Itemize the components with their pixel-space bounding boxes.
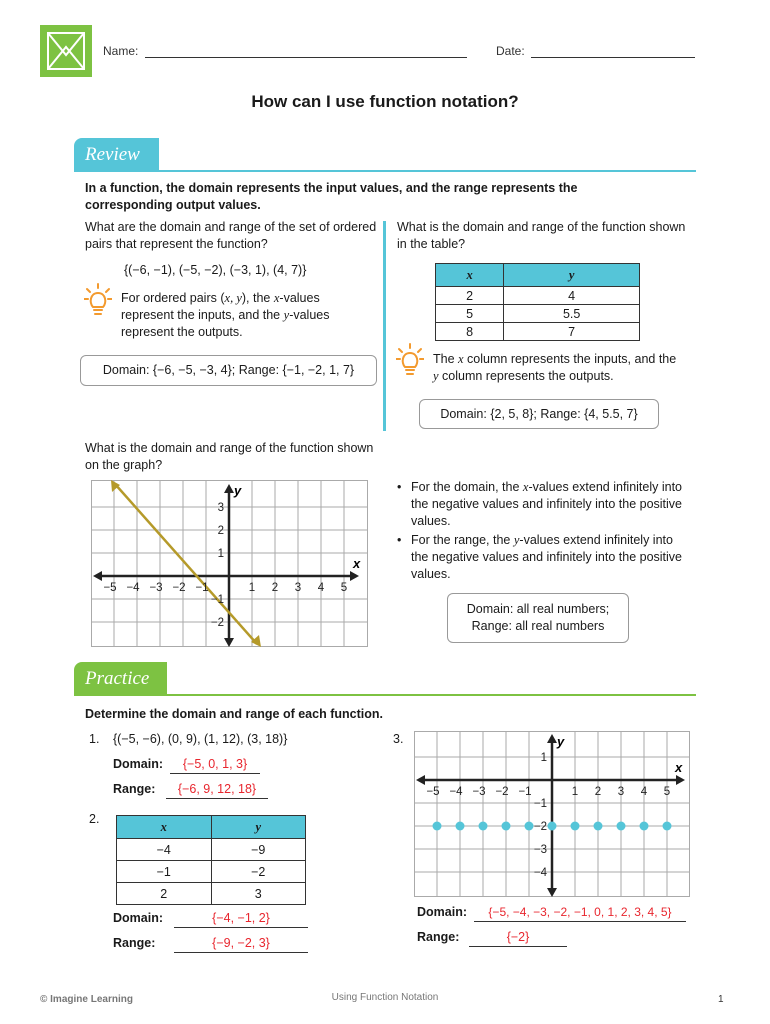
p2-range-answer[interactable]: {−9, −2, 3}	[174, 935, 308, 953]
y-axis-label: y	[234, 483, 242, 498]
table-cell: 2	[436, 287, 504, 305]
p2-header-y: y	[211, 816, 306, 839]
y-tick-label: 3	[217, 502, 224, 514]
x-tick-label: 3	[617, 786, 625, 798]
imagine-learning-logo	[40, 25, 92, 77]
x-tick-label: 4	[317, 582, 325, 594]
p1-range-label: Range:	[113, 782, 156, 796]
q3-bullets	[397, 479, 687, 583]
p3-range-label: Range:	[417, 930, 460, 944]
table-cell: 3	[211, 883, 306, 905]
table-row	[117, 883, 306, 905]
q1-question: What are the domain and range of the set of ordered pairs that represent the function?	[85, 220, 377, 251]
x-tick-label: −1	[518, 786, 532, 798]
q2-tip: The x column represents the inputs, and the y column represents the outputs.	[433, 352, 677, 383]
x-tick-label: −5	[103, 582, 117, 594]
x-tick-label: −5	[426, 786, 440, 798]
q3-answer-range: Range: all real numbers	[471, 619, 605, 633]
table-row	[117, 839, 306, 861]
practice-rule	[74, 694, 696, 696]
q3-answer-box	[447, 593, 629, 643]
q1-ordered-pairs: {(−6, −1), (−5, −2), (−3, 1), (4, 7)}	[124, 263, 307, 277]
table-cell: 2	[117, 883, 212, 905]
p1-domain-answer[interactable]: {−5, 0, 1, 3}	[170, 756, 260, 774]
x-tick-label: 1	[248, 582, 256, 594]
x-tick-label: 4	[640, 786, 648, 798]
p2-domain-answer[interactable]: {−4, −1, 2}	[174, 910, 308, 928]
y-tick-label: −2	[533, 821, 547, 833]
x-axis-label: x	[353, 556, 361, 571]
p3-domain-answer[interactable]: {−5, −4, −3, −2, −1, 0, 1, 2, 3, 4, 5}	[474, 904, 686, 922]
page-number: 1	[718, 994, 724, 1005]
p2-table	[116, 815, 306, 905]
graph-point	[663, 822, 672, 831]
table-cell: 5.5	[504, 305, 640, 323]
y-tick-label: 1	[540, 752, 547, 764]
q1-tip: For ordered pairs (x, y), the x-values represent the inputs, and the y-values represent the outputs.	[121, 291, 330, 339]
x-tick-label: 5	[340, 582, 348, 594]
y-tick-label: −1	[533, 798, 547, 810]
practice-instructions: Determine the domain and range of each function.	[85, 707, 383, 721]
p3-graph	[414, 731, 690, 897]
graph-point	[525, 822, 534, 831]
x-tick-label: −3	[472, 786, 486, 798]
q3-graph-line	[115, 484, 257, 644]
lightbulb-icon	[396, 343, 424, 384]
y-tick-label: −2	[210, 617, 224, 629]
q2-answer-box: Domain: {2, 5, 8}; Range: {4, 5.5, 7}	[419, 399, 659, 429]
y-tick-label: −1	[210, 594, 224, 606]
q3-question: What is the domain and range of the function shown on the graph?	[85, 441, 374, 472]
table-cell: −1	[117, 861, 212, 883]
q3-bullet-range: • For the range, the y-values extend infinitely into the negative values and infinitely into the positive values.	[397, 533, 683, 581]
x-tick-label: −3	[149, 582, 163, 594]
x-tick-label: −4	[126, 582, 140, 594]
p2-number: 2.	[89, 812, 100, 826]
graph-point	[571, 822, 580, 831]
table-row	[436, 287, 640, 305]
q3-answer-domain: Domain: all real numbers;	[466, 602, 610, 616]
practice-tab: Practice	[74, 662, 167, 696]
graph-point	[617, 822, 626, 831]
graph-point	[548, 822, 557, 831]
x-axis-label: x	[675, 760, 683, 775]
q2-question: What is the domain and range of the function shown in the table?	[397, 220, 686, 251]
x-tick-label: 2	[271, 582, 279, 594]
p3-number: 3.	[393, 732, 404, 746]
p1-range-answer[interactable]: {−6, 9, 12, 18}	[166, 781, 268, 799]
x-tick-label: 1	[571, 786, 579, 798]
table-cell: −9	[211, 839, 306, 861]
q3-graph	[91, 480, 368, 647]
page-title: How can I use function notation?	[251, 92, 519, 111]
graph-point	[640, 822, 649, 831]
table-row	[436, 305, 640, 323]
graph-point	[594, 822, 603, 831]
q2-header-x: x	[436, 264, 504, 287]
footer-title: Using Function Notation	[331, 992, 439, 1003]
graph-point	[479, 822, 488, 831]
p3-domain-label: Domain:	[417, 905, 467, 919]
p2-range-label: Range:	[113, 936, 156, 950]
y-axis-label: y	[557, 734, 565, 749]
y-tick-label: −3	[533, 844, 547, 856]
table-row	[436, 323, 640, 341]
q2-table	[435, 263, 640, 341]
table-cell: 4	[504, 287, 640, 305]
x-tick-label: −2	[495, 786, 509, 798]
p3-range-answer[interactable]: {−2}	[469, 929, 567, 947]
table-cell: 8	[436, 323, 504, 341]
graph-point	[433, 822, 442, 831]
graph-point	[456, 822, 465, 831]
footer-copyright: © Imagine Learning	[40, 994, 133, 1005]
q3-bullet-domain: • For the domain, the x-values extend infinitely into the negative values and infinitely into the positive values.	[397, 480, 683, 528]
x-tick-label: 2	[594, 786, 602, 798]
q1-answer-box: Domain: {−6, −5, −3, 4}; Range: {−1, −2, 1, 7}	[80, 355, 377, 386]
table-cell: −4	[117, 839, 212, 861]
x-tick-label: 5	[663, 786, 671, 798]
date-field[interactable]	[531, 57, 695, 58]
lightbulb-icon	[84, 283, 112, 324]
table-cell: 7	[504, 323, 640, 341]
review-divider	[383, 221, 386, 431]
y-tick-label: 1	[217, 548, 224, 560]
x-tick-label: −4	[449, 786, 463, 798]
x-tick-label: −2	[172, 582, 186, 594]
p2-header-x: x	[117, 816, 212, 839]
date-label: Date:	[496, 44, 525, 58]
y-tick-label: −4	[533, 867, 547, 879]
p1-number: 1.	[89, 732, 100, 746]
table-cell: −2	[211, 861, 306, 883]
review-rule	[74, 170, 696, 172]
q2-header-y: y	[504, 264, 640, 287]
table-cell: 5	[436, 305, 504, 323]
graph-point	[502, 822, 511, 831]
p2-domain-label: Domain:	[113, 911, 163, 925]
review-intro: In a function, the domain represents the input values, and the range represents the corresponding output values.	[85, 181, 578, 212]
name-field[interactable]	[145, 57, 467, 58]
p1-ordered-pairs: {(−5, −6), (0, 9), (1, 12), (3, 18)}	[113, 732, 288, 746]
p1-domain-label: Domain:	[113, 757, 163, 771]
x-tick-label: 3	[294, 582, 302, 594]
y-tick-label: 2	[217, 525, 224, 537]
table-row	[117, 861, 306, 883]
x-tick-label: −1	[195, 582, 209, 594]
name-label: Name:	[103, 44, 139, 58]
review-tab: Review	[74, 138, 159, 172]
